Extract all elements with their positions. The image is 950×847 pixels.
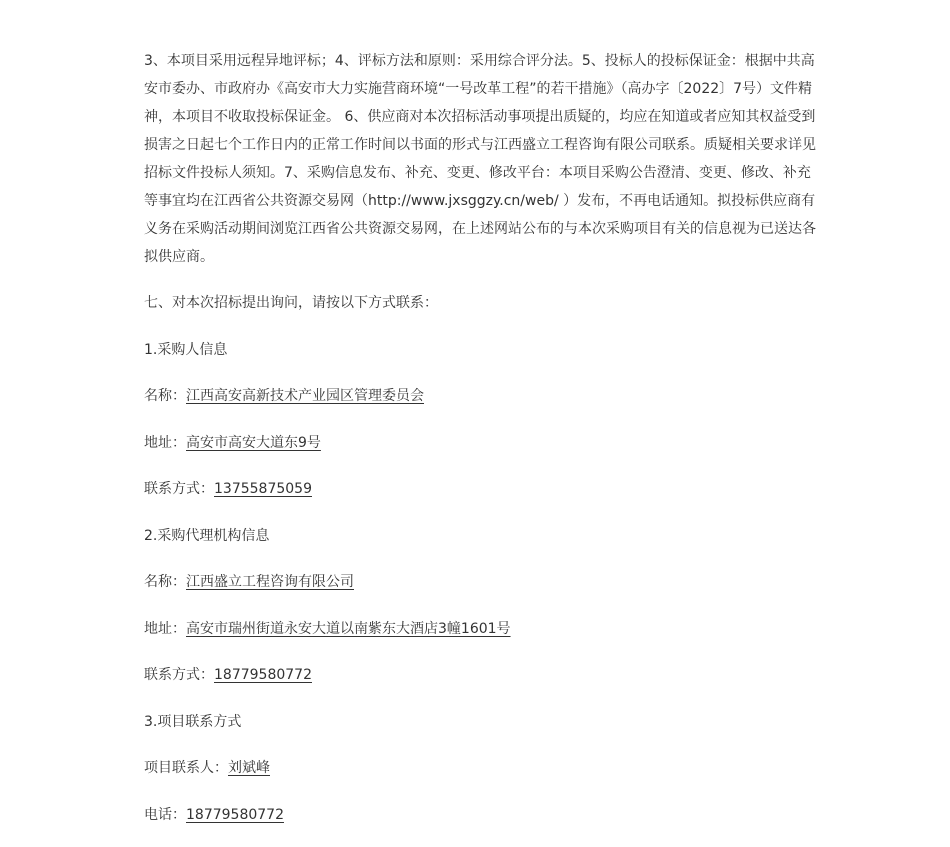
purchaser-name-row <box>144 382 816 410</box>
announcement-content <box>144 47 816 847</box>
agency-name-label: 名称： <box>144 574 186 590</box>
agency-phone-value: 18779580772 <box>214 667 312 683</box>
project-person-value: 刘斌峰 <box>228 760 270 776</box>
project-person-row <box>144 754 816 782</box>
purchaser-phone-value: 13755875059 <box>214 481 312 497</box>
project-contact-heading: 3.项目联系方式 <box>144 713 242 730</box>
purchaser-heading: 1.采购人信息 <box>144 341 228 358</box>
agency-name-row <box>144 568 816 596</box>
agency-address-value: 高安市瑞州街道永安大道以南紫东大酒店3幢1601号 <box>186 620 511 637</box>
intro-paragraph: 3、本项目采用远程异地评标；4、评标方法和原则：采用综合评分法。5、投标人的投标保证金：根据中共高安市委办、市政府办《高安市大力实施营商环境“一号改革工程”的若干措施》（高办字〔2022〕7号）文件精神，本项目不收取投标保证金。 6、供应商对本次招标活动事项提出质疑的，均应在知道或者应知其权益受到损害之日起七个工作日内的正常工作时间以书面的形式与江西盛立工程咨询有限公司联系。质疑相关要求详见招标文件投标人须知。7、采购信息发布、补充、变更、修改平台：本项目采购公告澄清、变更、修改、补充等事宜均在江西省公共资源交易网（http://www.jxsggzy.cn/web/ ）发布，不再电话通知。拟投标供应商有义务在采购活动期间浏览江西省公共资源交易网，在上述网站公布的与本次采购项目有关的信息视为已送达各拟供应商。 <box>144 53 816 265</box>
agency-address-row <box>144 615 816 643</box>
agency-name-value: 江西盛立工程咨询有限公司 <box>186 574 354 590</box>
purchaser-phone-row <box>144 475 816 503</box>
purchaser-address-label: 地址： <box>144 434 186 451</box>
project-person-label: 项目联系人： <box>144 760 228 776</box>
project-phone-row <box>144 801 816 829</box>
purchaser-address-value: 高安市高安大道东9号 <box>186 434 321 451</box>
agency-phone-row <box>144 661 816 689</box>
project-phone-value: 18779580772 <box>186 806 284 823</box>
contact-heading: 七、对本次招标提出询问，请按以下方式联系： <box>144 295 438 311</box>
agency-heading: 2.采购代理机构信息 <box>144 527 270 544</box>
project-phone-label: 电话： <box>144 806 186 823</box>
purchaser-name-value: 江西高安高新技术产业园区管理委员会 <box>186 388 424 404</box>
purchaser-phone-label: 联系方式： <box>144 481 214 497</box>
purchaser-address-row <box>144 429 816 457</box>
purchaser-name-label: 名称： <box>144 388 186 404</box>
agency-address-label: 地址： <box>144 620 186 637</box>
agency-phone-label: 联系方式： <box>144 667 214 683</box>
